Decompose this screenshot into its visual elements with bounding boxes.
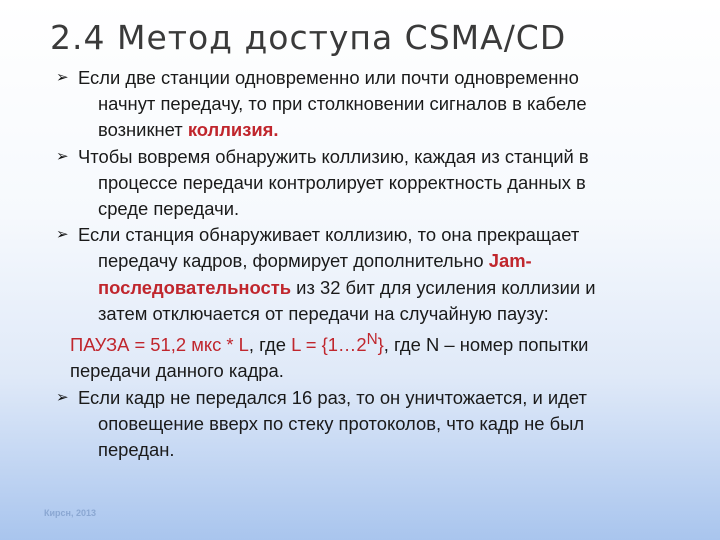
text-line: Чтобы вовремя обнаружить коллизию, каждая из станций в <box>78 145 589 167</box>
bullet-item <box>56 385 706 464</box>
bullet-item <box>56 144 706 223</box>
text-run: передачу кадров, формирует дополнительно <box>98 250 489 272</box>
highlight-term: коллизия. <box>187 119 279 141</box>
bullet-text <box>76 144 706 223</box>
text-line <box>78 248 706 274</box>
text-line: передан. <box>98 438 175 460</box>
bullet-text <box>76 222 706 327</box>
text-run: L = {1…2 <box>291 334 367 356</box>
formula-line <box>56 327 706 358</box>
bullet-item <box>56 222 706 327</box>
arrow-bullet-icon: ➢ <box>56 388 69 406</box>
highlight-term: Jam- <box>488 250 532 272</box>
arrow-bullet-icon: ➢ <box>56 147 69 165</box>
highlight-term: последовательность <box>98 276 292 298</box>
text-line: начнут передачу, то при столкновении сигналов в кабеле <box>98 93 587 115</box>
arrow-bullet-icon: ➢ <box>56 226 69 244</box>
text-line: оповещение вверх по стеку протоколов, что кадр не был <box>98 412 585 434</box>
text-line: затем отключается от передачи на случайную паузу: <box>98 302 549 324</box>
text-run: , где N – номер попытки <box>383 334 589 356</box>
formula-expression: ПАУЗА = 51,2 мкс * L <box>70 334 249 356</box>
bullet-item <box>56 65 706 144</box>
text-line <box>78 117 706 143</box>
text-line: передачи данного кадра. <box>70 360 284 382</box>
text-line: Если две станции одновременно или почти одновременно <box>78 67 579 88</box>
text-line <box>78 275 706 301</box>
arrow-bullet-icon: ➢ <box>56 69 69 86</box>
bullet-text <box>76 65 706 144</box>
text-run: , где <box>248 334 292 356</box>
text-line: среде передачи. <box>98 198 240 220</box>
text-line: Если станция обнаруживает коллизию, то она прекращает <box>78 224 580 246</box>
footer-credit: Кирсн, 2013 <box>44 508 96 518</box>
bullet-text <box>76 385 706 464</box>
text-line: процессе передачи контролирует корректность данных в <box>98 171 586 193</box>
text-run: возникнет <box>98 119 188 141</box>
text-run: из 32 бит для усиления коллизии и <box>291 276 596 298</box>
text-line: Если кадр не передался 16 раз, то он уничтожается, и идет <box>78 386 587 408</box>
formula-range <box>291 331 384 356</box>
superscript: N <box>366 331 378 349</box>
slide-title: 2.4 Метод доступа CSMA/CD <box>50 18 567 57</box>
slide-body <box>56 65 706 463</box>
text-run: } <box>377 334 384 356</box>
